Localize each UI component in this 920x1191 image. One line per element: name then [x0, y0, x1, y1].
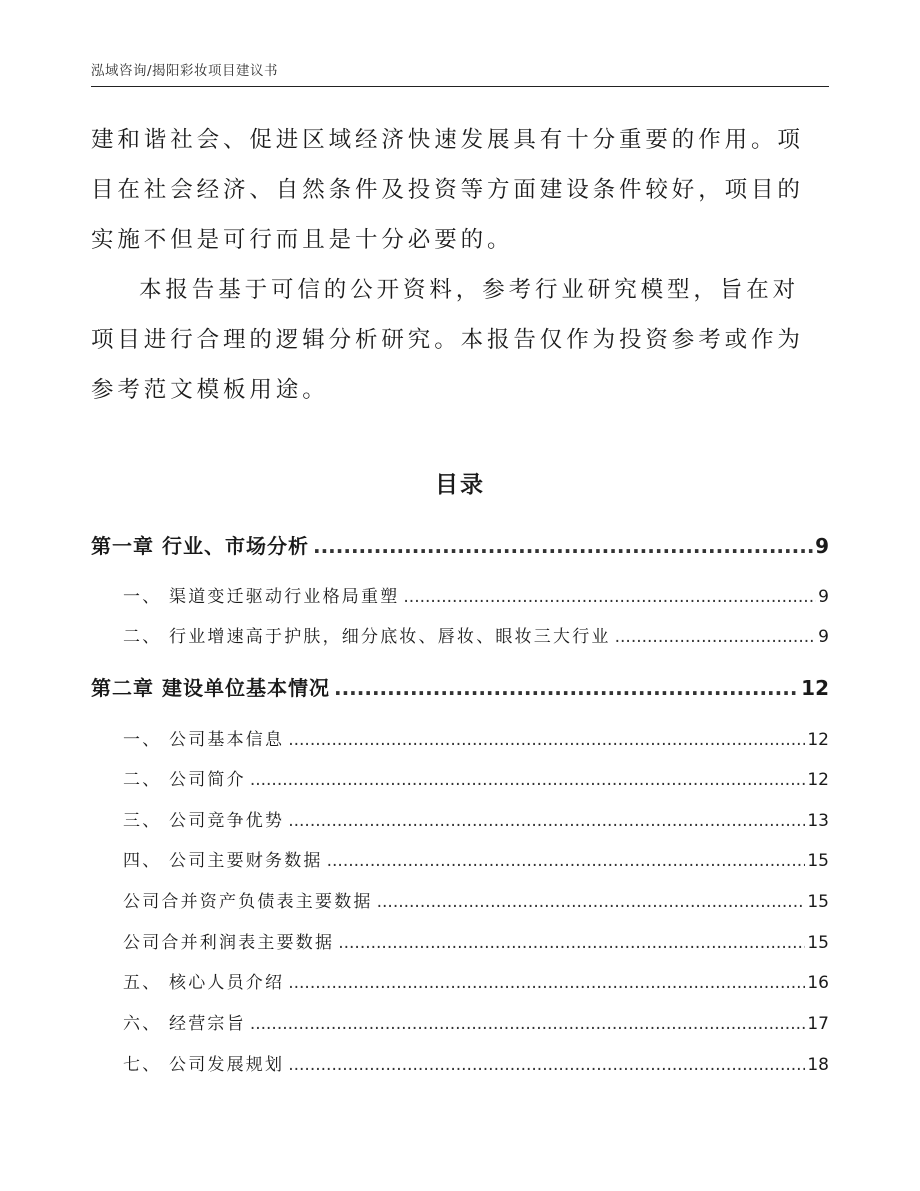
toc-page-number: 16 [807, 973, 829, 993]
toc-entry[interactable] [123, 725, 829, 755]
toc-page-number: 17 [807, 1014, 829, 1034]
toc-entry-label: 三、 公司竞争优势 [123, 811, 285, 831]
toc-page-number: 9 [818, 587, 829, 607]
toc-leader-dots [313, 534, 813, 558]
toc-entry-label: 公司合并资产负债表主要数据 [123, 892, 373, 912]
toc-entry-label: 二、 行业增速高于护肤，细分底妆、唇妆、眼妆三大行业 [123, 627, 611, 647]
toc-page-number: 12 [807, 730, 829, 750]
toc-leader-dots [338, 933, 805, 953]
toc-page-number: 18 [807, 1055, 829, 1075]
toc-leader-dots [250, 1014, 806, 1034]
toc-entry[interactable] [123, 928, 829, 958]
toc-entry-label: 一、 渠道变迁驱动行业格局重塑 [123, 587, 400, 607]
toc-page-number: 15 [807, 851, 829, 871]
toc-page-number: 13 [807, 811, 829, 831]
toc-leader-dots [288, 1055, 805, 1075]
toc-entry[interactable] [123, 1050, 829, 1080]
toc-leader-dots [334, 676, 799, 700]
toc-leader-dots [377, 892, 806, 912]
toc-page-number: 12 [801, 676, 829, 700]
toc-entry-label: 一、 公司基本信息 [123, 730, 285, 750]
toc-page-number: 12 [807, 770, 829, 790]
toc-leader-dots [288, 973, 805, 993]
toc-entry-label: 公司合并利润表主要数据 [123, 933, 335, 953]
running-header: 泓域咨询/揭阳彩妆项目建议书 [91, 63, 279, 79]
toc-entry-label: 七、 公司发展规划 [123, 1055, 285, 1075]
toc-entry-label: 六、 经营宗旨 [123, 1014, 246, 1034]
toc-page-number: 9 [815, 534, 829, 558]
toc-leader-dots [327, 851, 806, 871]
toc-entry[interactable] [123, 765, 829, 795]
toc-entry[interactable] [123, 846, 829, 876]
toc-entry[interactable] [123, 968, 829, 998]
body-paragraph-2: 本报告基于可信的公开资料，参考行业研究模型，旨在对项目进行合理的逻辑分析研究。本报告仅作为投资参考或作为参考范文模板用途。 [91, 277, 804, 403]
toc-entry-label: 第一章 行业、市场分析 [91, 534, 309, 558]
toc-entry[interactable] [123, 622, 829, 652]
toc-entry[interactable] [123, 806, 829, 836]
toc-leader-dots [288, 730, 805, 750]
toc-chapter-1[interactable] [91, 530, 829, 566]
toc-page-number: 15 [807, 892, 829, 912]
toc-page-number: 15 [807, 933, 829, 953]
toc-entry-label: 五、 核心人员介绍 [123, 973, 285, 993]
toc-leader-dots [288, 811, 805, 831]
header-divider [91, 86, 829, 87]
toc-leader-dots [403, 587, 816, 607]
toc-chapter-2[interactable] [91, 672, 829, 708]
toc-title: 目录 [435, 472, 485, 498]
toc-entry-label: 第二章 建设单位基本情况 [91, 676, 330, 700]
toc-leader-dots [250, 770, 806, 790]
toc-entry-label: 四、 公司主要财务数据 [123, 851, 323, 871]
toc-page-number: 9 [818, 627, 829, 647]
toc-leader-dots [615, 627, 817, 647]
toc-entry-label: 二、 公司简介 [123, 770, 246, 790]
toc-entry[interactable] [123, 1009, 829, 1039]
toc-entry[interactable] [123, 887, 829, 917]
toc-entry[interactable] [123, 582, 829, 612]
body-paragraph-1: 建和谐社会、促进区域经济快速发展具有十分重要的作用。项目在社会经济、自然条件及投资等方面建设条件较好，项目的实施不但是可行而且是十分必要的。 [91, 127, 804, 253]
